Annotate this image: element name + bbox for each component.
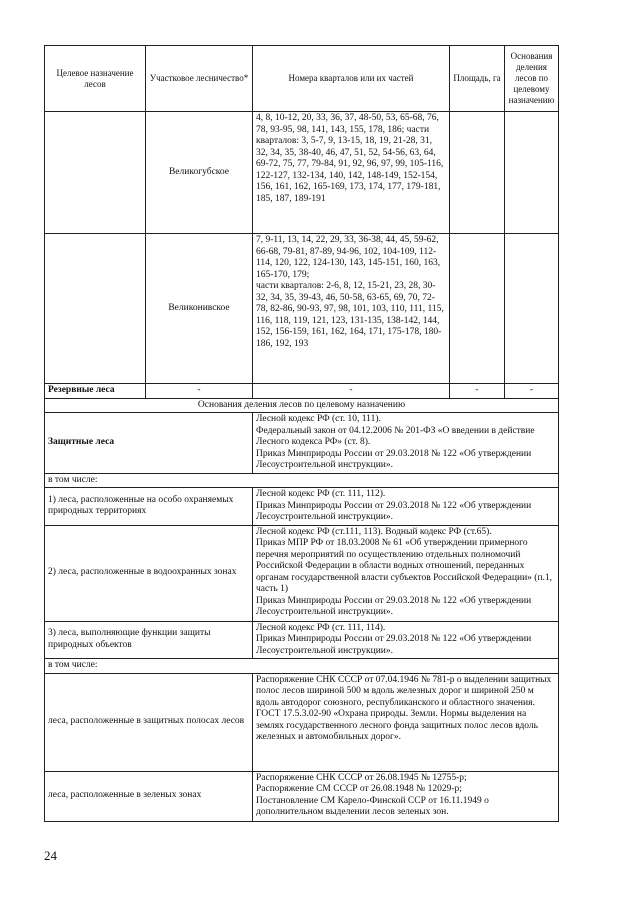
page-number: 24 (44, 848, 57, 863)
forest-table (44, 45, 558, 822)
reserve-label: Резервные леса (45, 384, 146, 399)
category-basis: Лесной кодекс РФ (ст. 111, 114). Приказ Минприроды России от 29.03.2018 № 122 «Об утверждении Лесоустроительной инструкции». (253, 621, 559, 659)
table-header (45, 46, 559, 112)
protective-basis: Лесной кодекс РФ (ст. 10, 111). Федеральный закон от 04.12.2006 № 201-ФЗ «О введении в действие Лесного кодекса РФ» (ст. 8). Приказ Минприроды России от 29.03.2018 № 122 «Об утверждении Лесоустроительной инструкции». (253, 413, 559, 474)
forestry-name: Великонивское (146, 234, 253, 384)
subcategory-row (45, 673, 559, 771)
including-label: в том числе: (45, 659, 559, 674)
category-row (45, 488, 559, 526)
subcategory-basis: Распоряжение СНК СССР от 07.04.1946 № 781-р о выделении защитных полос лесов шириной 500 м вдоль железных дорог и шириной 250 м вдоль автодорог союзного, республиканского и областного значения. ГОСТ 17.5.3.02-90 «Охрана природы. Земли. Нормы выделения на землях государственного лесного фонда защитных полос лесов вдоль железных и автомобильных дорог». (253, 673, 559, 771)
reserve-row: Резервные леса - - - - (45, 384, 559, 399)
section-title: Основания деления лесов по целевому назначению (45, 398, 559, 413)
header-quarters: Номера кварталов или их частей (253, 46, 450, 112)
subcategory-row (45, 771, 559, 821)
protective-label: Защитные леса (45, 413, 253, 474)
section-title-row (45, 398, 559, 413)
protective-row (45, 413, 559, 474)
subcategory-basis: Распоряжение СНК СССР от 26.08.1945 № 12755-р; Распоряжение СМ СССР от 26.08.1948 № 12029-р; Постановление СМ Карело-Финской ССР от 16.11.1949 о дополнительном выделении лесов зеленых зон. (253, 771, 559, 821)
table-row (45, 112, 559, 234)
category-label: 1) леса, расположенные на особо охраняемых природных территориях (45, 488, 253, 526)
category-label: 3) леса, выполняющие функции защиты природных объектов (45, 621, 253, 659)
quarters-list: 4, 8, 10-12, 20, 33, 36, 37, 48-50, 53, 65-68, 76, 78, 93-95, 98, 141, 143, 155, 178, 186; части кварталов: 3, 5-7, 9, 13-15, 18, 19, 21-28, 31, 32, 34, 35, 38-40, 46, 47, 51, 52, 54-56, 63, 64, 69-72, 75, 77, 79-84, 91, 92, 96, 97, 99, 105-116, 122-127, 132-134, 140, 142, 148-149, 152-154, 156, 161, 162, 165-169, 173, 174, 177, 179-181, 185, 187, 189-191 (253, 112, 450, 234)
forestry-name: Великогубское (146, 112, 253, 234)
category-label: 2) леса, расположенные в водоохранных зонах (45, 525, 253, 621)
header-target-purpose: Целевое назначение лесов (45, 46, 146, 112)
header-basis: Основания деления лесов по целевому назначению (505, 46, 559, 112)
header-forestry: Участковое лесничество* (146, 46, 253, 112)
header-area: Площадь, га (450, 46, 505, 112)
subcategory-label: леса, расположенные в зеленых зонах (45, 771, 253, 821)
category-row (45, 525, 559, 621)
including-label: в том числе: (45, 473, 559, 488)
including-row (45, 473, 559, 488)
subcategory-label: леса, расположенные в защитных полосах лесов (45, 673, 253, 771)
table-row (45, 234, 559, 384)
category-basis: Лесной кодекс РФ (ст. 111, 112). Приказ Минприроды России от 29.03.2018 № 122 «Об утверждении Лесоустроительной инструкции». (253, 488, 559, 526)
quarters-list: 7, 9-11, 13, 14, 22, 29, 33, 36-38, 44, 45, 59-62, 66-68, 79-81, 87-89, 94-96, 102, 104-109, 112-114, 120, 122, 124-130, 143, 145-151, 160, 163, 165-170, 179; части кварталов: 2-6, 8, 12, 15-21, 23, 28, 30-32, 34, 35, 39-43, 46, 50-58, 63-65, 69, 70, 72-78, 82-86, 90-93, 97, 98, 101, 103, 110, 111, 115, 116, 118, 119, 121, 123, 131-135, 138-142, 144, 152, 156-159, 161, 162, 164, 171, 175-178, 180-186, 192, 193 (253, 234, 450, 384)
category-row (45, 621, 559, 659)
including-row (45, 659, 559, 674)
category-basis: Лесной кодекс РФ (ст.111, 113). Водный кодекс РФ (ст.65). Приказ МПР РФ от 18.03.2008 № 61 «Об утверждении примерного перечня мероприятий по осуществлению отдельных полномочий Российской Федерации в области водных отношений, переданных органам государственной власти субъектов Российской Федерации» (п.1, часть 1) Приказ Минприроды России от 29.03.2018 № 122 «Об утверждении Лесоустроительной инструкции». (253, 525, 559, 621)
